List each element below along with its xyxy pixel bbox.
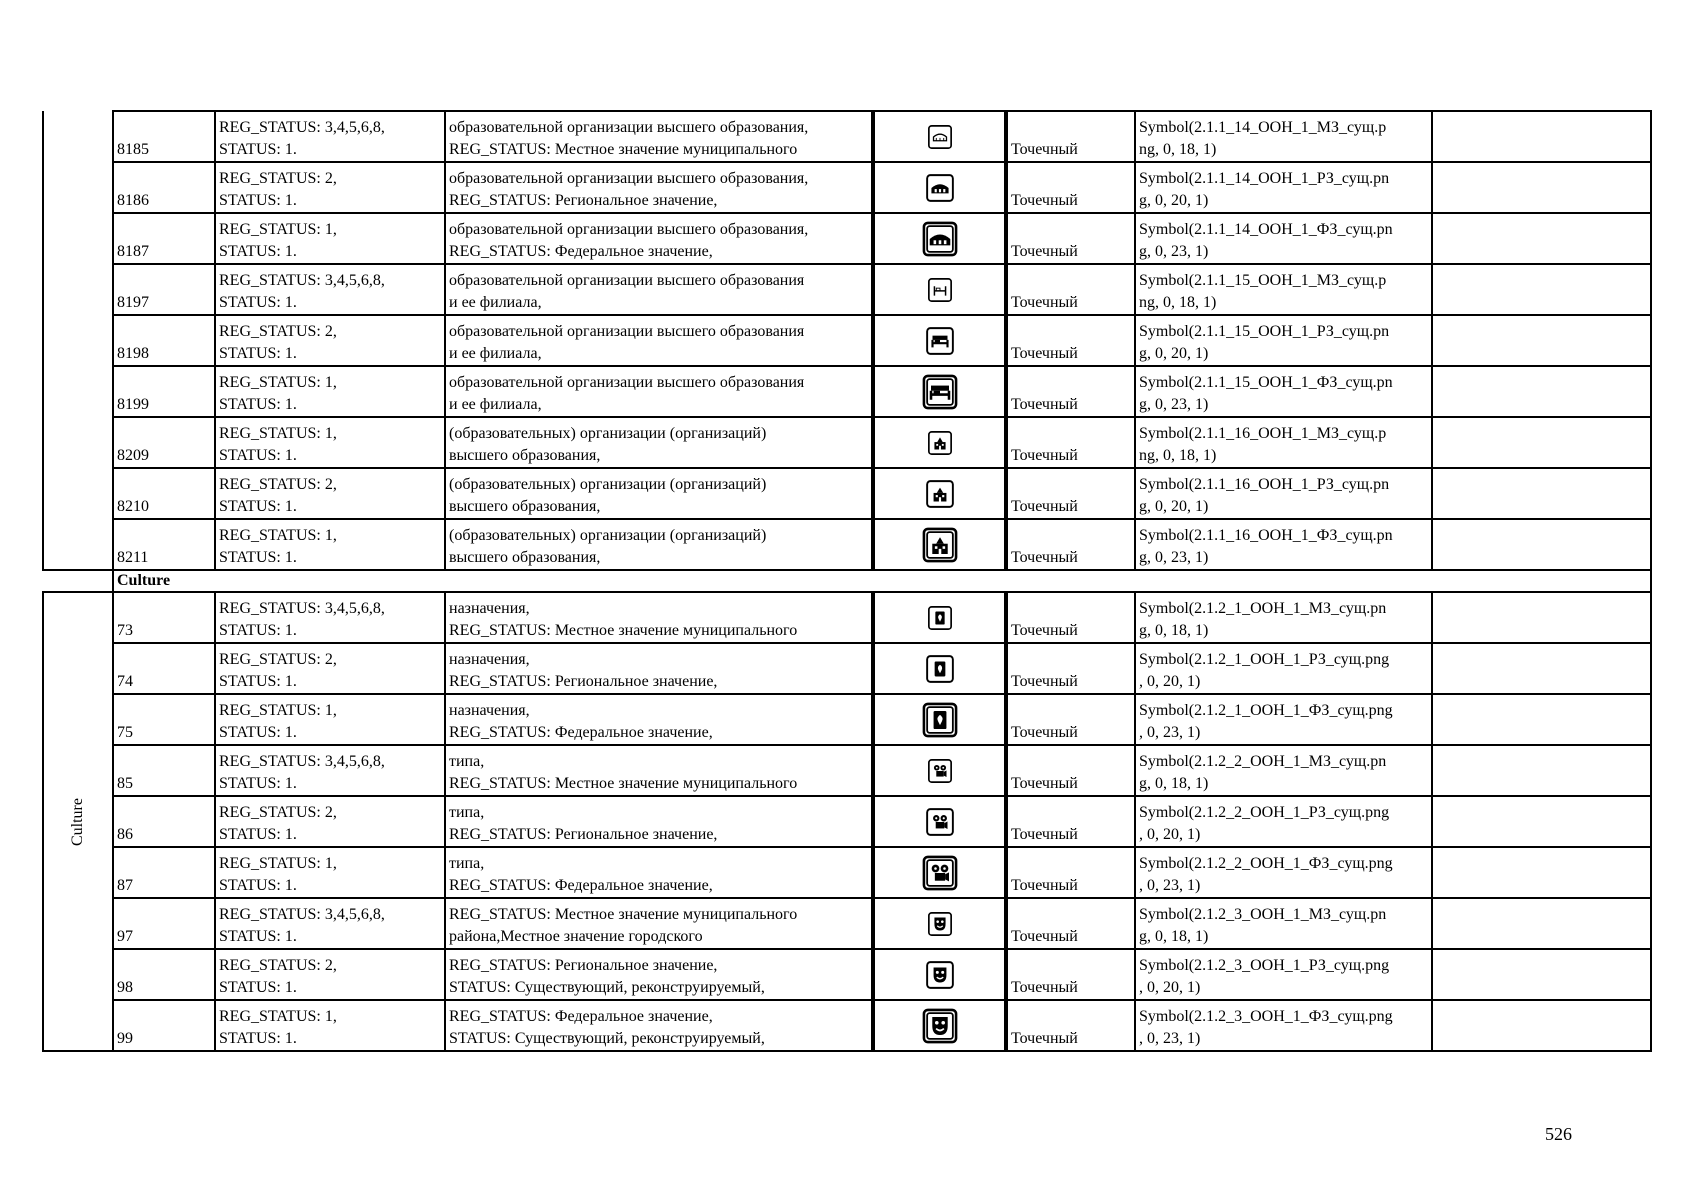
table-row: [43, 264, 1651, 315]
row-id: 86: [113, 796, 215, 847]
university-icon: [922, 229, 958, 246]
row-symbol-expression: [1135, 519, 1432, 570]
row-symbol-preview: [873, 847, 1006, 898]
description-line: REG_STATUS: Местное значение муниципального: [449, 906, 798, 923]
filter-line: STATUS: 1.: [219, 979, 297, 996]
row-note: [1432, 745, 1651, 796]
description-line: REG_STATUS: Федеральное значение,: [449, 243, 713, 260]
description-line: назначения,: [449, 651, 530, 668]
campus-icon: [927, 433, 953, 450]
dormitory-icon: [925, 331, 955, 348]
row-id: 74: [113, 643, 215, 694]
symbol-line: ng, 0, 18, 1): [1139, 141, 1217, 158]
row-symbol-preview: [873, 592, 1006, 643]
row-geometry-type: Точечный: [1006, 847, 1135, 898]
filter-line: STATUS: 1.: [219, 498, 297, 515]
row-description: [445, 264, 873, 315]
row-id: 8197: [113, 264, 215, 315]
row-symbol-preview: [873, 213, 1006, 264]
row-geometry-type: Точечный: [1006, 315, 1135, 366]
symbol-line: g, 0, 23, 1): [1139, 396, 1209, 413]
dormitory-icon: [922, 382, 958, 399]
symbol-line: , 0, 23, 1): [1139, 724, 1201, 741]
row-symbol-preview: [873, 162, 1006, 213]
symbol-line: , 0, 20, 1): [1139, 979, 1201, 996]
row-description: [445, 111, 873, 162]
row-symbol-preview: [873, 264, 1006, 315]
row-description: [445, 417, 873, 468]
description-line: образовательной организации высшего образования,: [449, 119, 809, 136]
row-symbol-expression: [1135, 949, 1432, 1000]
row-note: [1432, 315, 1651, 366]
table-row: [43, 468, 1651, 519]
filter-line: STATUS: 1.: [219, 141, 297, 158]
theatre-icon: [927, 914, 953, 931]
filter-line: REG_STATUS: 2,: [219, 804, 337, 821]
symbol-line: Symbol(2.1.2_2_ООН_1_ФЗ_сущ.png: [1139, 855, 1393, 872]
campus-icon: [925, 484, 955, 501]
cinema-icon: [922, 863, 958, 880]
row-symbol-preview: [873, 643, 1006, 694]
description-line: образовательной организации высшего образования: [449, 374, 805, 391]
symbol-line: Symbol(2.1.1_15_ООН_1_ФЗ_сущ.pn: [1139, 374, 1393, 391]
description-line: REG_STATUS: Федеральное значение,: [449, 724, 713, 741]
row-id: 8209: [113, 417, 215, 468]
description-line: REG_STATUS: Местное значение муниципального: [449, 622, 798, 639]
row-geometry-type: Точечный: [1006, 1000, 1135, 1051]
row-geometry-type: Точечный: [1006, 745, 1135, 796]
row-note: [1432, 111, 1651, 162]
symbol-line: g, 0, 20, 1): [1139, 192, 1209, 209]
museum-icon: [922, 710, 958, 727]
row-geometry-type: Точечный: [1006, 643, 1135, 694]
row-filter: [215, 643, 445, 694]
row-id: 87: [113, 847, 215, 898]
row-note: [1432, 796, 1651, 847]
row-symbol-preview: [873, 468, 1006, 519]
university-icon: [925, 178, 955, 195]
row-description: [445, 949, 873, 1000]
group-cell: [43, 592, 113, 1051]
symbol-line: Symbol(2.1.1_16_ООН_1_РЗ_сущ.pn: [1139, 476, 1390, 493]
filter-line: STATUS: 1.: [219, 1030, 297, 1047]
filter-line: REG_STATUS: 1,: [219, 374, 337, 391]
row-symbol-expression: [1135, 847, 1432, 898]
filter-line: STATUS: 1.: [219, 243, 297, 260]
symbol-line: Symbol(2.1.2_1_ООН_1_РЗ_сущ.png: [1139, 651, 1390, 668]
row-filter: [215, 847, 445, 898]
row-geometry-type: Точечный: [1006, 264, 1135, 315]
museum-icon: [927, 608, 953, 625]
row-id: 98: [113, 949, 215, 1000]
row-symbol-expression: [1135, 213, 1432, 264]
description-line: образовательной организации высшего образования,: [449, 221, 809, 238]
filter-line: REG_STATUS: 3,4,5,6,8,: [219, 272, 385, 289]
table-row: [43, 694, 1651, 745]
symbol-line: , 0, 20, 1): [1139, 826, 1201, 843]
table-row: [43, 745, 1651, 796]
filter-line: REG_STATUS: 2,: [219, 323, 337, 340]
row-description: [445, 847, 873, 898]
row-filter: [215, 592, 445, 643]
row-filter: [215, 1000, 445, 1051]
description-line: REG_STATUS: Региональное значение,: [449, 957, 718, 974]
row-description: [445, 694, 873, 745]
table-row: [43, 417, 1651, 468]
row-symbol-expression: [1135, 592, 1432, 643]
filter-line: STATUS: 1.: [219, 549, 297, 566]
filter-line: REG_STATUS: 1,: [219, 855, 337, 872]
description-line: района,Местное значение городского: [449, 928, 703, 945]
row-note: [1432, 213, 1651, 264]
row-description: [445, 519, 873, 570]
row-symbol-preview: [873, 898, 1006, 949]
dormitory-icon: [927, 280, 953, 297]
filter-line: STATUS: 1.: [219, 345, 297, 362]
row-note: [1432, 592, 1651, 643]
description-line: назначения,: [449, 600, 530, 617]
row-note: [1432, 1000, 1651, 1051]
row-filter: [215, 519, 445, 570]
row-symbol-preview: [873, 111, 1006, 162]
description-line: REG_STATUS: Федеральное значение,: [449, 1008, 713, 1025]
symbol-line: , 0, 23, 1): [1139, 877, 1201, 894]
row-geometry-type: Точечный: [1006, 592, 1135, 643]
museum-icon: [925, 659, 955, 676]
filter-line: REG_STATUS: 2,: [219, 957, 337, 974]
cinema-icon: [925, 812, 955, 829]
row-id: 97: [113, 898, 215, 949]
symbol-line: g, 0, 18, 1): [1139, 622, 1209, 639]
row-geometry-type: Точечный: [1006, 796, 1135, 847]
table-row: [43, 1000, 1651, 1051]
filter-line: REG_STATUS: 1,: [219, 425, 337, 442]
filter-line: REG_STATUS: 3,4,5,6,8,: [219, 600, 385, 617]
symbol-line: , 0, 20, 1): [1139, 673, 1201, 690]
table-body-education: [43, 111, 1651, 570]
row-filter: [215, 315, 445, 366]
description-line: типа,: [449, 855, 485, 872]
row-symbol-expression: [1135, 796, 1432, 847]
filter-line: STATUS: 1.: [219, 447, 297, 464]
group-cell: [43, 111, 113, 570]
symbol-line: g, 0, 20, 1): [1139, 345, 1209, 362]
row-geometry-type: Точечный: [1006, 519, 1135, 570]
description-line: и ее филиала,: [449, 345, 542, 362]
row-description: [445, 366, 873, 417]
row-description: [445, 898, 873, 949]
row-symbol-preview: [873, 366, 1006, 417]
row-note: [1432, 519, 1651, 570]
symbol-line: Symbol(2.1.1_14_ООН_1_РЗ_сущ.pn: [1139, 170, 1390, 187]
page-number: 526: [1545, 1124, 1572, 1144]
symbol-line: Symbol(2.1.1_15_ООН_1_РЗ_сущ.pn: [1139, 323, 1390, 340]
row-note: [1432, 264, 1651, 315]
table-row: [43, 315, 1651, 366]
row-symbol-expression: [1135, 898, 1432, 949]
group-label: Culture: [69, 797, 86, 846]
filter-line: REG_STATUS: 1,: [219, 702, 337, 719]
row-symbol-expression: [1135, 468, 1432, 519]
row-symbol-preview: [873, 519, 1006, 570]
filter-line: STATUS: 1.: [219, 294, 297, 311]
row-note: [1432, 643, 1651, 694]
row-id: 85: [113, 745, 215, 796]
row-description: [445, 468, 873, 519]
description-line: типа,: [449, 753, 485, 770]
cinema-icon: [927, 761, 953, 778]
row-filter: [215, 468, 445, 519]
table-row: [43, 162, 1651, 213]
symbol-line: Symbol(2.1.1_15_ООН_1_МЗ_сущ.p: [1139, 272, 1387, 289]
symbol-line: g, 0, 20, 1): [1139, 498, 1209, 515]
filter-line: STATUS: 1.: [219, 622, 297, 639]
row-geometry-type: Точечный: [1006, 111, 1135, 162]
row-symbol-expression: [1135, 745, 1432, 796]
filter-line: REG_STATUS: 3,4,5,6,8,: [219, 906, 385, 923]
group-spacer: [43, 570, 113, 592]
row-filter: [215, 796, 445, 847]
table-row: [43, 366, 1651, 417]
row-id: 99: [113, 1000, 215, 1051]
row-symbol-preview: [873, 1000, 1006, 1051]
description-line: образовательной организации высшего образования: [449, 272, 805, 289]
row-note: [1432, 162, 1651, 213]
row-filter: [215, 949, 445, 1000]
description-line: REG_STATUS: Региональное значение,: [449, 192, 718, 209]
symbol-line: Symbol(2.1.2_1_ООН_1_МЗ_сущ.pn: [1139, 600, 1387, 617]
filter-line: REG_STATUS: 2,: [219, 476, 337, 493]
row-symbol-expression: [1135, 417, 1432, 468]
row-symbol-preview: [873, 315, 1006, 366]
university-icon: [927, 127, 953, 144]
description-line: REG_STATUS: Региональное значение,: [449, 826, 718, 843]
campus-icon: [922, 535, 958, 552]
row-geometry-type: Точечный: [1006, 898, 1135, 949]
row-note: [1432, 949, 1651, 1000]
row-filter: [215, 745, 445, 796]
filter-line: STATUS: 1.: [219, 877, 297, 894]
filter-line: REG_STATUS: 3,4,5,6,8,: [219, 753, 385, 770]
description-line: образовательной организации высшего образования: [449, 323, 805, 340]
symbol-line: Symbol(2.1.1_14_ООН_1_ФЗ_сущ.pn: [1139, 221, 1393, 238]
description-line: STATUS: Существующий, реконструируемый,: [449, 979, 765, 996]
row-symbol-expression: [1135, 162, 1432, 213]
symbol-line: g, 0, 18, 1): [1139, 928, 1209, 945]
row-description: [445, 745, 873, 796]
table-row: [43, 949, 1651, 1000]
filter-line: STATUS: 1.: [219, 673, 297, 690]
row-symbol-expression: [1135, 643, 1432, 694]
row-description: [445, 315, 873, 366]
row-id: 75: [113, 694, 215, 745]
filter-line: REG_STATUS: 2,: [219, 170, 337, 187]
table-row: [43, 898, 1651, 949]
filter-line: STATUS: 1.: [219, 928, 297, 945]
row-id: 8199: [113, 366, 215, 417]
symbol-line: , 0, 23, 1): [1139, 1030, 1201, 1047]
row-note: [1432, 417, 1651, 468]
row-note: [1432, 468, 1651, 519]
row-filter: [215, 264, 445, 315]
table-row: [43, 796, 1651, 847]
filter-line: STATUS: 1.: [219, 826, 297, 843]
row-description: [445, 213, 873, 264]
symbol-line: Symbol(2.1.1_16_ООН_1_ФЗ_сущ.pn: [1139, 527, 1393, 544]
row-note: [1432, 847, 1651, 898]
description-line: высшего образования,: [449, 498, 601, 515]
symbol-line: Symbol(2.1.2_3_ООН_1_ФЗ_сущ.png: [1139, 1008, 1393, 1025]
table-row: [43, 213, 1651, 264]
row-symbol-expression: [1135, 264, 1432, 315]
description-line: типа,: [449, 804, 485, 821]
row-filter: [215, 694, 445, 745]
filter-line: REG_STATUS: 1,: [219, 1008, 337, 1025]
table-row: [43, 519, 1651, 570]
description-line: высшего образования,: [449, 549, 601, 566]
description-line: и ее филиала,: [449, 396, 542, 413]
section-title: Culture: [113, 570, 1651, 592]
table-row: [43, 643, 1651, 694]
symbol-line: Symbol(2.1.1_14_ООН_1_МЗ_сущ.p: [1139, 119, 1387, 136]
row-id: 8198: [113, 315, 215, 366]
row-symbol-expression: [1135, 315, 1432, 366]
table-row: [43, 111, 1651, 162]
row-symbol-preview: [873, 694, 1006, 745]
row-geometry-type: Точечный: [1006, 694, 1135, 745]
description-line: REG_STATUS: Региональное значение,: [449, 673, 718, 690]
row-geometry-type: Точечный: [1006, 468, 1135, 519]
row-geometry-type: Точечный: [1006, 366, 1135, 417]
row-geometry-type: Точечный: [1006, 162, 1135, 213]
row-description: [445, 643, 873, 694]
description-line: высшего образования,: [449, 447, 601, 464]
symbol-line: g, 0, 18, 1): [1139, 775, 1209, 792]
row-note: [1432, 694, 1651, 745]
description-line: и ее филиала,: [449, 294, 542, 311]
row-geometry-type: Точечный: [1006, 417, 1135, 468]
row-id: 73: [113, 592, 215, 643]
description-line: (образовательных) организации (организаций): [449, 425, 767, 442]
symbol-line: Symbol(2.1.2_3_ООН_1_МЗ_сущ.pn: [1139, 906, 1387, 923]
row-id: 8185: [113, 111, 215, 162]
section-header: [43, 570, 1651, 592]
filter-line: REG_STATUS: 1,: [219, 527, 337, 544]
symbol-line: Symbol(2.1.2_3_ООН_1_РЗ_сущ.png: [1139, 957, 1390, 974]
symbol-line: Symbol(2.1.2_1_ООН_1_ФЗ_сущ.png: [1139, 702, 1393, 719]
row-description: [445, 592, 873, 643]
symbol-table: [42, 110, 1652, 1052]
row-note: [1432, 366, 1651, 417]
row-symbol-preview: [873, 949, 1006, 1000]
filter-line: STATUS: 1.: [219, 724, 297, 741]
symbol-line: g, 0, 23, 1): [1139, 243, 1209, 260]
filter-line: REG_STATUS: 1,: [219, 221, 337, 238]
row-symbol-expression: [1135, 366, 1432, 417]
row-description: [445, 162, 873, 213]
description-line: (образовательных) организации (организаций): [449, 527, 767, 544]
description-line: образовательной организации высшего образования,: [449, 170, 809, 187]
symbol-line: Symbol(2.1.1_16_ООН_1_МЗ_сущ.p: [1139, 425, 1387, 442]
table-row: [43, 847, 1651, 898]
symbol-line: Symbol(2.1.2_2_ООН_1_РЗ_сущ.png: [1139, 804, 1390, 821]
row-id: 8211: [113, 519, 215, 570]
filter-line: STATUS: 1.: [219, 775, 297, 792]
row-symbol-preview: [873, 417, 1006, 468]
row-id: 8210: [113, 468, 215, 519]
row-symbol-expression: [1135, 111, 1432, 162]
row-symbol-preview: [873, 745, 1006, 796]
filter-line: STATUS: 1.: [219, 192, 297, 209]
description-line: STATUS: Существующий, реконструируемый,: [449, 1030, 765, 1047]
row-symbol-expression: [1135, 1000, 1432, 1051]
description-line: REG_STATUS: Местное значение муниципального: [449, 141, 798, 158]
theatre-icon: [925, 965, 955, 982]
row-geometry-type: Точечный: [1006, 213, 1135, 264]
description-line: назначения,: [449, 702, 530, 719]
theatre-icon: [922, 1016, 958, 1033]
filter-line: REG_STATUS: 2,: [219, 651, 337, 668]
row-filter: [215, 162, 445, 213]
row-description: [445, 796, 873, 847]
table-body-culture: [43, 592, 1651, 1051]
row-description: [445, 1000, 873, 1051]
symbol-line: ng, 0, 18, 1): [1139, 294, 1217, 311]
row-symbol-expression: [1135, 694, 1432, 745]
row-filter: [215, 111, 445, 162]
row-filter: [215, 417, 445, 468]
row-filter: [215, 366, 445, 417]
description-line: REG_STATUS: Местное значение муниципального: [449, 775, 798, 792]
row-id: 8187: [113, 213, 215, 264]
description-line: (образовательных) организации (организаций): [449, 476, 767, 493]
row-symbol-preview: [873, 796, 1006, 847]
symbol-line: ng, 0, 18, 1): [1139, 447, 1217, 464]
symbol-line: Symbol(2.1.2_2_ООН_1_МЗ_сущ.pn: [1139, 753, 1387, 770]
row-id: 8186: [113, 162, 215, 213]
row-note: [1432, 898, 1651, 949]
row-geometry-type: Точечный: [1006, 949, 1135, 1000]
filter-line: REG_STATUS: 3,4,5,6,8,: [219, 119, 385, 136]
row-filter: [215, 898, 445, 949]
table-row: [43, 592, 1651, 643]
symbol-line: g, 0, 23, 1): [1139, 549, 1209, 566]
row-filter: [215, 213, 445, 264]
filter-line: STATUS: 1.: [219, 396, 297, 413]
description-line: REG_STATUS: Федеральное значение,: [449, 877, 713, 894]
